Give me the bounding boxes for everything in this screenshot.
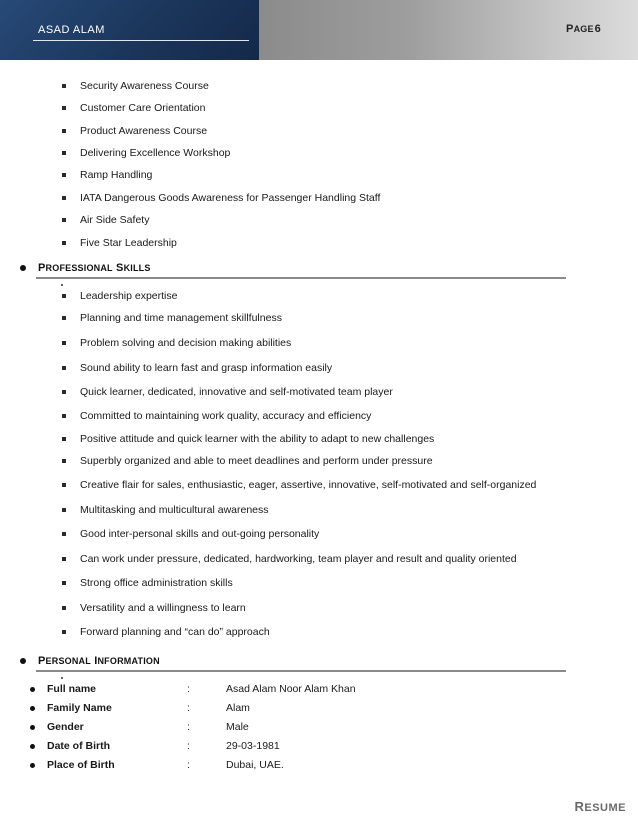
header-name: ASAD ALAM bbox=[38, 24, 105, 36]
section-title: PERSONAL INFORMATION bbox=[38, 655, 160, 667]
square-bullet-icon bbox=[62, 459, 66, 463]
round-bullet-icon bbox=[20, 658, 26, 664]
square-bullet-icon bbox=[62, 532, 66, 536]
square-bullet-icon bbox=[62, 294, 66, 298]
info-value: 29-03-1981 bbox=[226, 740, 280, 752]
square-bullet-icon bbox=[62, 483, 66, 487]
info-label: Family Name bbox=[47, 702, 112, 714]
page-number-label: PAGE6 bbox=[566, 23, 601, 35]
info-value: Dubai, UAE. bbox=[226, 759, 284, 771]
header-underline bbox=[33, 40, 249, 41]
round-bullet-icon bbox=[30, 744, 35, 749]
section-title: PROFESSIONAL SKILLS bbox=[38, 262, 151, 274]
round-bullet-icon bbox=[30, 706, 35, 711]
info-value: Asad Alam Noor Alam Khan bbox=[226, 683, 356, 695]
footer-resume-label: RESUME bbox=[574, 799, 626, 814]
square-bullet-icon bbox=[62, 241, 66, 245]
square-bullet-icon bbox=[62, 84, 66, 88]
info-label: Date of Birth bbox=[47, 740, 110, 752]
info-label: Gender bbox=[47, 721, 84, 733]
square-bullet-icon bbox=[62, 606, 66, 610]
square-bullet-icon bbox=[62, 390, 66, 394]
square-bullet-icon bbox=[62, 196, 66, 200]
page-header bbox=[0, 0, 638, 60]
info-label: Full name bbox=[47, 683, 97, 695]
square-bullet-icon bbox=[62, 151, 66, 155]
round-bullet-icon bbox=[30, 725, 35, 730]
round-bullet-icon bbox=[20, 265, 26, 271]
square-bullet-icon bbox=[62, 173, 66, 177]
header-page-panel bbox=[259, 0, 638, 60]
square-bullet-icon bbox=[62, 218, 66, 222]
square-bullet-icon bbox=[62, 557, 66, 561]
info-label: Place of Birth bbox=[47, 759, 115, 771]
square-bullet-icon bbox=[62, 508, 66, 512]
tick-mark bbox=[61, 677, 63, 679]
square-bullet-icon bbox=[62, 106, 66, 110]
header-name-panel bbox=[0, 0, 259, 60]
square-bullet-icon bbox=[62, 341, 66, 345]
square-bullet-icon bbox=[62, 581, 66, 585]
section-divider bbox=[36, 277, 566, 279]
square-bullet-icon bbox=[62, 437, 66, 441]
square-bullet-icon bbox=[62, 316, 66, 320]
round-bullet-icon bbox=[30, 763, 35, 768]
tick-mark bbox=[61, 284, 63, 286]
square-bullet-icon bbox=[62, 129, 66, 133]
info-value: Alam bbox=[226, 702, 250, 714]
info-value: Male bbox=[226, 721, 249, 733]
square-bullet-icon bbox=[62, 414, 66, 418]
square-bullet-icon bbox=[62, 630, 66, 634]
section-divider bbox=[36, 670, 566, 672]
round-bullet-icon bbox=[30, 687, 35, 692]
square-bullet-icon bbox=[62, 366, 66, 370]
